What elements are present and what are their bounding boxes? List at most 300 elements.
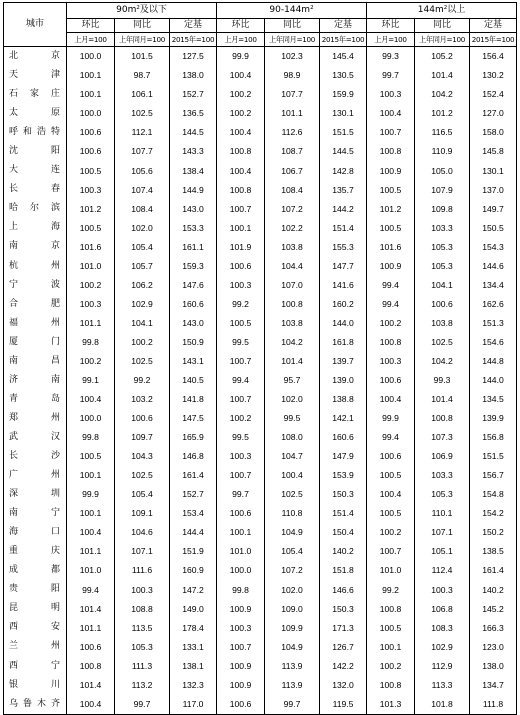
table-row: [4, 47, 517, 67]
index-value-cell: 108.0: [265, 428, 320, 447]
index-value-cell: 150.9: [170, 333, 217, 352]
index-value-cell: 135.7: [320, 180, 367, 199]
index-value-cell: 101.0: [67, 561, 115, 580]
index-value-cell: 98.9: [265, 66, 320, 85]
index-value-cell: 99.8: [217, 580, 265, 599]
city-name-cell: 济南: [4, 371, 67, 390]
index-value-cell: 116.5: [415, 123, 470, 142]
index-value-cell: 100.3: [367, 85, 415, 104]
index-value-cell: 99.9: [67, 485, 115, 504]
index-value-cell: 100.9: [217, 657, 265, 676]
table-row: [4, 466, 517, 485]
index-value-cell: 101.2: [415, 104, 470, 123]
index-value-cell: 107.2: [265, 199, 320, 218]
index-value-cell: 100.4: [67, 523, 115, 542]
city-name-cell: 福州: [4, 314, 67, 333]
index-value-cell: 101.5: [115, 47, 170, 67]
index-value-cell: 99.5: [217, 333, 265, 352]
index-value-cell: 100.7: [217, 637, 265, 656]
index-value-cell: 105.4: [265, 542, 320, 561]
index-value-cell: 142.2: [320, 657, 367, 676]
index-value-cell: 104.4: [265, 257, 320, 276]
table-row: [4, 657, 517, 676]
index-value-cell: 99.5: [265, 409, 320, 428]
base-2015: 2015年=100: [470, 33, 517, 47]
index-value-cell: 100.2: [217, 104, 265, 123]
index-value-cell: 111.8: [470, 695, 517, 715]
index-value-cell: 102.2: [265, 218, 320, 237]
city-name-cell: 沈阳: [4, 142, 67, 161]
index-value-cell: 100.9: [367, 161, 415, 180]
index-value-cell: 160.6: [170, 295, 217, 314]
index-value-cell: 113.2: [115, 676, 170, 695]
index-value-cell: 138.1: [170, 657, 217, 676]
index-value-cell: 112.9: [415, 657, 470, 676]
index-value-cell: 144.2: [320, 199, 367, 218]
subheader-row: [4, 19, 517, 33]
index-value-cell: 100.7: [217, 390, 265, 409]
city-name-cell: 厦门: [4, 333, 67, 352]
index-value-cell: 160.6: [320, 428, 367, 447]
index-value-cell: 158.0: [470, 123, 517, 142]
index-value-cell: 100.7: [217, 466, 265, 485]
index-value-cell: 101.4: [415, 66, 470, 85]
index-value-cell: 140.2: [470, 580, 517, 599]
index-value-cell: 100.0: [67, 104, 115, 123]
index-value-cell: 99.9: [367, 409, 415, 428]
index-value-cell: 107.1: [415, 523, 470, 542]
index-value-cell: 107.0: [265, 276, 320, 295]
index-value-cell: 108.4: [265, 180, 320, 199]
index-value-cell: 149.7: [470, 199, 517, 218]
index-value-cell: 107.2: [265, 561, 320, 580]
index-value-cell: 100.4: [217, 66, 265, 85]
index-value-cell: 153.3: [170, 218, 217, 237]
base-2015: 2015年=100: [320, 33, 367, 47]
table-row: [4, 618, 517, 637]
index-value-cell: 105.1: [415, 542, 470, 561]
index-value-cell: 151.4: [320, 504, 367, 523]
table-row: [4, 123, 517, 142]
index-value-cell: 146.8: [170, 447, 217, 466]
index-value-cell: 134.7: [470, 676, 517, 695]
index-value-cell: 105.3: [115, 637, 170, 656]
index-value-cell: 100.5: [367, 618, 415, 637]
index-value-cell: 132.3: [170, 676, 217, 695]
index-value-cell: 104.9: [265, 637, 320, 656]
index-value-cell: 110.8: [265, 504, 320, 523]
base-row: [4, 33, 517, 47]
index-value-cell: 100.8: [367, 676, 415, 695]
index-value-cell: 102.5: [265, 485, 320, 504]
index-value-cell: 102.0: [265, 390, 320, 409]
table-row: [4, 561, 517, 580]
index-value-cell: 144.8: [470, 352, 517, 371]
index-value-cell: 100.4: [217, 123, 265, 142]
index-value-cell: 144.6: [470, 257, 517, 276]
index-value-cell: 109.1: [115, 504, 170, 523]
city-name-cell: 呼和浩特: [4, 123, 67, 142]
index-value-cell: 146.6: [320, 580, 367, 599]
index-value-cell: 156.7: [470, 466, 517, 485]
index-value-cell: 100.5: [67, 447, 115, 466]
index-value-cell: 99.7: [115, 695, 170, 715]
index-value-cell: 119.5: [320, 695, 367, 715]
index-value-cell: 117.0: [170, 695, 217, 715]
index-value-cell: 127.0: [470, 104, 517, 123]
table-row: [4, 333, 517, 352]
index-value-cell: 105.3: [415, 485, 470, 504]
index-value-cell: 100.3: [367, 352, 415, 371]
index-value-cell: 101.0: [217, 542, 265, 561]
table-row: [4, 161, 517, 180]
index-value-cell: 144.9: [170, 180, 217, 199]
index-value-cell: 144.0: [320, 314, 367, 333]
index-value-cell: 99.5: [217, 428, 265, 447]
index-value-cell: 105.4: [115, 485, 170, 504]
index-value-cell: 108.7: [265, 142, 320, 161]
index-value-cell: 150.4: [320, 523, 367, 542]
index-value-cell: 101.2: [367, 199, 415, 218]
index-value-cell: 139.7: [320, 352, 367, 371]
table-row: [4, 237, 517, 256]
index-value-cell: 100.8: [415, 409, 470, 428]
index-value-cell: 101.0: [67, 257, 115, 276]
index-value-cell: 161.8: [320, 333, 367, 352]
index-value-cell: 104.3: [115, 447, 170, 466]
city-name-cell: 青岛: [4, 390, 67, 409]
subheader-yoy: 同比: [265, 19, 320, 33]
base-same-month-last-year: 上年同月=100: [115, 33, 170, 47]
index-value-cell: 100.5: [367, 466, 415, 485]
table-row: [4, 695, 517, 715]
index-value-cell: 100.2: [115, 333, 170, 352]
index-value-cell: 104.1: [415, 276, 470, 295]
index-value-cell: 100.2: [67, 352, 115, 371]
subheader-fixed-base: 定基: [470, 19, 517, 33]
index-value-cell: 101.8: [415, 695, 470, 715]
index-value-cell: 100.7: [367, 123, 415, 142]
index-value-cell: 104.1: [115, 314, 170, 333]
index-value-cell: 134.5: [470, 390, 517, 409]
base-same-month-last-year: 上年同月=100: [415, 33, 470, 47]
index-value-cell: 99.4: [67, 580, 115, 599]
index-value-cell: 141.8: [170, 390, 217, 409]
index-value-cell: 112.4: [415, 561, 470, 580]
index-value-cell: 102.9: [115, 295, 170, 314]
index-value-cell: 108.3: [415, 618, 470, 637]
index-value-cell: 100.8: [217, 180, 265, 199]
index-value-cell: 99.2: [217, 295, 265, 314]
table-row: [4, 199, 517, 218]
index-value-cell: 100.6: [415, 295, 470, 314]
index-value-cell: 144.4: [170, 523, 217, 542]
index-value-cell: 100.3: [67, 180, 115, 199]
index-value-cell: 153.4: [170, 504, 217, 523]
index-value-cell: 101.6: [67, 237, 115, 256]
index-value-cell: 105.6: [115, 161, 170, 180]
index-value-cell: 100.9: [217, 599, 265, 618]
index-value-cell: 102.9: [415, 637, 470, 656]
subheader-mom: 环比: [217, 19, 265, 33]
index-value-cell: 139.0: [320, 371, 367, 390]
index-value-cell: 101.1: [67, 618, 115, 637]
index-value-cell: 100.5: [367, 504, 415, 523]
index-value-cell: 152.7: [170, 85, 217, 104]
index-value-cell: 100.4: [367, 485, 415, 504]
city-name-cell: 成都: [4, 561, 67, 580]
index-value-cell: 100.1: [67, 66, 115, 85]
index-value-cell: 144.5: [170, 123, 217, 142]
index-value-cell: 152.4: [470, 85, 517, 104]
index-value-cell: 144.0: [470, 371, 517, 390]
city-name-cell: 南京: [4, 237, 67, 256]
city-name-cell: 长春: [4, 180, 67, 199]
index-value-cell: 101.1: [67, 542, 115, 561]
index-value-cell: 95.7: [265, 371, 320, 390]
index-value-cell: 104.7: [265, 447, 320, 466]
index-value-cell: 100.9: [367, 257, 415, 276]
table-row: [4, 428, 517, 447]
index-value-cell: 101.1: [265, 104, 320, 123]
index-value-cell: 106.8: [415, 599, 470, 618]
table-row: [4, 352, 517, 371]
index-value-cell: 161.4: [170, 466, 217, 485]
index-value-cell: 99.7: [217, 485, 265, 504]
index-value-cell: 162.6: [470, 295, 517, 314]
city-name-cell: 深圳: [4, 485, 67, 504]
index-value-cell: 105.7: [115, 257, 170, 276]
subheader-yoy: 同比: [415, 19, 470, 33]
index-value-cell: 160.9: [170, 561, 217, 580]
index-value-cell: 130.1: [320, 104, 367, 123]
index-value-cell: 150.5: [470, 218, 517, 237]
index-value-cell: 99.4: [367, 295, 415, 314]
index-value-cell: 150.2: [470, 523, 517, 542]
index-value-cell: 100.8: [367, 599, 415, 618]
index-value-cell: 106.1: [115, 85, 170, 104]
city-name-cell: 长沙: [4, 447, 67, 466]
group-header-under-90: $90m^2$及以下: [67, 3, 217, 19]
index-value-cell: 100.7: [217, 352, 265, 371]
index-value-cell: 105.0: [415, 161, 470, 180]
index-value-cell: 102.5: [115, 104, 170, 123]
index-value-cell: 113.9: [265, 657, 320, 676]
index-value-cell: 98.7: [115, 66, 170, 85]
index-value-cell: 99.8: [67, 333, 115, 352]
index-value-cell: 142.1: [320, 409, 367, 428]
index-value-cell: 136.5: [170, 104, 217, 123]
index-value-cell: 107.1: [115, 542, 170, 561]
table-row: [4, 390, 517, 409]
table-row: [4, 504, 517, 523]
index-value-cell: 147.7: [320, 257, 367, 276]
index-value-cell: 151.8: [320, 561, 367, 580]
group-header-90-144: $90-144m^2$: [217, 3, 367, 19]
index-value-cell: 99.7: [265, 695, 320, 715]
index-value-cell: 101.4: [265, 352, 320, 371]
index-value-cell: 101.4: [67, 676, 115, 695]
city-name-cell: 北京: [4, 47, 67, 67]
index-value-cell: 147.6: [170, 276, 217, 295]
index-value-cell: 100.1: [67, 466, 115, 485]
index-value-cell: 151.3: [470, 314, 517, 333]
index-value-cell: 123.0: [470, 637, 517, 656]
table-row: [4, 371, 517, 390]
base-last-month: 上月=100: [217, 33, 265, 47]
city-name-cell: 宁波: [4, 276, 67, 295]
index-value-cell: 141.6: [320, 276, 367, 295]
subheader-fixed-base: 定基: [320, 19, 367, 33]
index-value-cell: 130.5: [320, 66, 367, 85]
index-value-cell: 107.9: [415, 180, 470, 199]
index-value-cell: 104.2: [265, 333, 320, 352]
index-value-cell: 133.1: [170, 637, 217, 656]
table-row: [4, 523, 517, 542]
index-value-cell: 140.2: [320, 542, 367, 561]
index-value-cell: 100.1: [217, 218, 265, 237]
index-value-cell: 101.2: [67, 199, 115, 218]
index-value-cell: 102.3: [265, 47, 320, 67]
index-value-cell: 100.5: [67, 218, 115, 237]
index-value-cell: 100.1: [367, 637, 415, 656]
index-value-cell: 102.5: [415, 333, 470, 352]
index-value-cell: 138.0: [470, 657, 517, 676]
city-name-cell: 杭州: [4, 257, 67, 276]
city-name-cell: 银川: [4, 676, 67, 695]
table-row: [4, 85, 517, 104]
index-value-cell: 145.8: [470, 142, 517, 161]
index-value-cell: 143.0: [170, 199, 217, 218]
index-value-cell: 150.3: [320, 599, 367, 618]
city-name-cell: 兰州: [4, 637, 67, 656]
index-value-cell: 100.3: [67, 295, 115, 314]
index-value-cell: 154.8: [470, 485, 517, 504]
index-value-cell: 100.2: [67, 276, 115, 295]
table-row: [4, 676, 517, 695]
base-2015: 2015年=100: [170, 33, 217, 47]
index-value-cell: 109.7: [115, 428, 170, 447]
city-name-cell: 贵阳: [4, 580, 67, 599]
index-value-cell: 113.3: [415, 676, 470, 695]
index-value-cell: 100.4: [67, 390, 115, 409]
index-value-cell: 100.6: [217, 257, 265, 276]
index-value-cell: 100.3: [217, 276, 265, 295]
index-value-cell: 100.8: [367, 333, 415, 352]
city-name-cell: 海口: [4, 523, 67, 542]
city-name-cell: 南昌: [4, 352, 67, 371]
table-row: [4, 599, 517, 618]
table-row: [4, 485, 517, 504]
index-value-cell: 143.0: [170, 314, 217, 333]
city-name-cell: 广州: [4, 466, 67, 485]
subheader-mom: 环比: [367, 19, 415, 33]
index-value-cell: 99.4: [367, 428, 415, 447]
index-value-cell: 154.6: [470, 333, 517, 352]
table-row: [4, 409, 517, 428]
index-value-cell: 151.9: [170, 542, 217, 561]
table-body: [4, 47, 517, 715]
city-name-cell: 石家庄: [4, 85, 67, 104]
city-name-cell: 哈尔滨: [4, 199, 67, 218]
index-value-cell: 100.4: [367, 390, 415, 409]
index-value-cell: 161.4: [470, 561, 517, 580]
index-value-cell: 100.2: [217, 409, 265, 428]
index-value-cell: 127.5: [170, 47, 217, 67]
index-value-cell: 100.5: [367, 218, 415, 237]
index-value-cell: 100.8: [265, 295, 320, 314]
index-value-cell: 138.4: [170, 161, 217, 180]
group-header-over-144: $144m^2$以上: [367, 3, 517, 19]
index-value-cell: 152.7: [170, 485, 217, 504]
index-value-cell: 100.4: [265, 466, 320, 485]
base-same-month-last-year: 上年同月=100: [265, 33, 320, 47]
index-value-cell: 105.3: [415, 257, 470, 276]
index-value-cell: 99.8: [67, 428, 115, 447]
index-value-cell: 156.8: [470, 428, 517, 447]
index-value-cell: 147.9: [320, 447, 367, 466]
subheader-mom: 环比: [67, 19, 115, 33]
index-value-cell: 100.8: [67, 657, 115, 676]
index-value-cell: 111.3: [115, 657, 170, 676]
index-value-cell: 100.8: [217, 142, 265, 161]
index-value-cell: 99.4: [367, 276, 415, 295]
table-row: [4, 580, 517, 599]
index-value-cell: 107.7: [115, 142, 170, 161]
city-name-cell: 南宁: [4, 504, 67, 523]
index-value-cell: 105.2: [415, 47, 470, 67]
index-value-cell: 165.9: [170, 428, 217, 447]
index-value-cell: 145.4: [320, 47, 367, 67]
index-value-cell: 109.9: [265, 618, 320, 637]
index-value-cell: 100.0: [67, 47, 115, 67]
table-row: [4, 637, 517, 656]
index-value-cell: 178.4: [170, 618, 217, 637]
index-value-cell: 100.2: [217, 85, 265, 104]
index-value-cell: 151.4: [320, 218, 367, 237]
index-value-cell: 154.3: [470, 237, 517, 256]
index-value-cell: 101.0: [367, 561, 415, 580]
index-value-cell: 101.3: [367, 695, 415, 715]
table-row: [4, 295, 517, 314]
city-column-header: 城市: [4, 3, 67, 47]
index-value-cell: 100.6: [367, 447, 415, 466]
index-value-cell: 99.2: [367, 580, 415, 599]
index-value-cell: 143.1: [170, 352, 217, 371]
index-value-cell: 108.8: [115, 599, 170, 618]
table-row: [4, 276, 517, 295]
index-value-cell: 105.4: [115, 237, 170, 256]
index-value-cell: 154.2: [470, 504, 517, 523]
base-last-month: 上月=100: [367, 33, 415, 47]
index-value-cell: 107.7: [265, 85, 320, 104]
index-value-cell: 100.6: [217, 504, 265, 523]
index-value-cell: 100.6: [217, 695, 265, 715]
index-value-cell: 99.4: [217, 371, 265, 390]
index-value-cell: 126.7: [320, 637, 367, 656]
index-value-cell: 156.4: [470, 47, 517, 67]
index-value-cell: 100.7: [367, 542, 415, 561]
table-row: [4, 180, 517, 199]
index-value-cell: 104.9: [265, 523, 320, 542]
index-value-cell: 99.2: [115, 371, 170, 390]
subheader-fixed-base: 定基: [170, 19, 217, 33]
index-value-cell: 100.2: [367, 657, 415, 676]
index-value-cell: 159.3: [170, 257, 217, 276]
index-value-cell: 100.3: [415, 580, 470, 599]
index-value-cell: 101.6: [367, 237, 415, 256]
index-value-cell: 109.8: [415, 199, 470, 218]
